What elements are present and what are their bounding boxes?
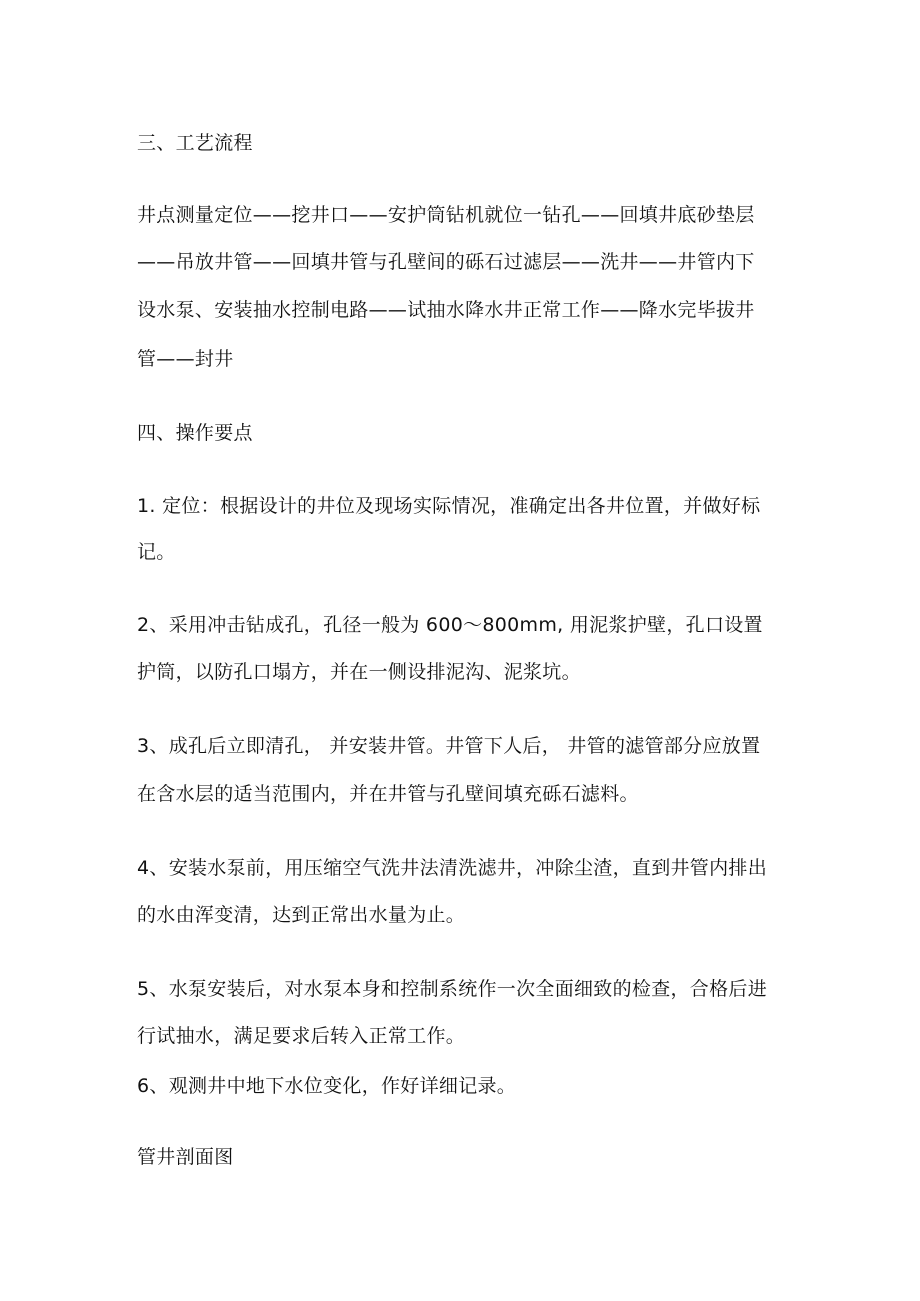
section-4-heading: 四、操作要点	[137, 422, 253, 444]
item-2-line-2: 护筒，以防孔口塌方，并在一侧设排泥沟、泥浆坑。	[137, 661, 581, 683]
item-5-line-2: 行试抽水，满足要求后转入正常工作。	[137, 1025, 466, 1047]
item-4-line-2: 的水由浑变清，达到正常出水量为止。	[137, 904, 466, 926]
item-5-line-1: 5、水泵安装后，对水泵本身和控制系统作一次全面细致的检查，合格后进	[137, 978, 767, 1000]
item-1-line-2: 记。	[137, 541, 176, 563]
item-3-line-2: 在含水层的适当范围内，并在井管与孔壁间填充砾石滤料。	[137, 783, 639, 805]
item-1-line-1: 1. 定位：根据设计的井位及现场实际情况，准确定出各井位置，并做好标	[137, 495, 761, 517]
flow-line-2: ——吊放井管——回填井管与孔壁间的砾石过滤层——洗井——井管内下	[137, 251, 755, 273]
flow-line-3: 设水泵、安装抽水控制电路——试抽水降水井正常工作——降水完毕拔井	[137, 299, 755, 321]
item-3-line-1: 3、成孔后立即清孔， 并安装井管。井管下人后， 井管的滤管部分应放置	[137, 735, 761, 757]
item-6-line-1: 6、观测井中地下水位变化，作好详细记录。	[137, 1075, 517, 1097]
item-2-line-1: 2、采用冲击钻成孔，孔径一般为 600～800mm, 用泥浆护壁，孔口设置	[137, 614, 763, 636]
item-4-line-1: 4、安装水泵前，用压缩空气洗井法清洗滤井，冲除尘渣，直到井管内排出	[137, 857, 767, 879]
section-3-heading: 三、工艺流程	[137, 132, 253, 154]
figure-caption: 管井剖面图	[137, 1146, 234, 1168]
flow-line-1: 井点测量定位——挖井口——安护筒钻机就位一钻孔——回填井底砂垫层	[137, 204, 755, 226]
flow-line-4: 管——封井	[137, 348, 234, 370]
